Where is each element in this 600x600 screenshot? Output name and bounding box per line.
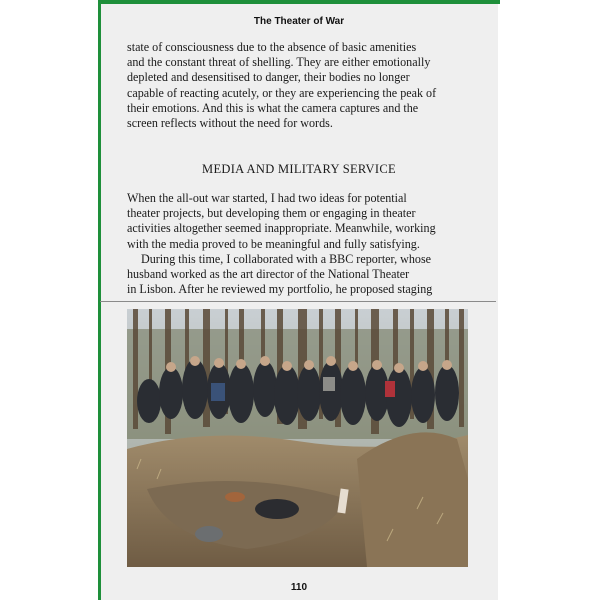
- text-line: husband worked as the art director of the National Theater: [127, 267, 410, 282]
- text-line: state of consciousness due to the absence of basic amenities: [127, 40, 417, 54]
- text-line: During this time, I collaborated with a BBC reporter, whose: [141, 252, 432, 266]
- text-line: When the all-out war started, I had two ideas for potential: [127, 191, 407, 205]
- photo-journalists-at-grave-site: [127, 309, 468, 567]
- paragraph-2: [127, 191, 472, 252]
- text-line: screen reflects without the need for words.: [127, 116, 333, 131]
- accent-border-left: [98, 0, 101, 600]
- text-line: theater projects, but developing them or engaging in theater: [127, 206, 416, 221]
- text-line: and the constant threat of shelling. They are either emotionally: [127, 55, 431, 70]
- text-line: depleted and desensitised to danger, their bodies no longer: [127, 70, 410, 85]
- accent-border-top: [98, 0, 500, 4]
- text-line: capable of reacting acutely, or they are experiencing the peak of: [127, 85, 437, 100]
- section-heading: MEDIA AND MILITARY SERVICE: [202, 162, 396, 176]
- photo-illustration: [127, 309, 468, 567]
- page-divider: [100, 301, 496, 302]
- paragraph-3: [127, 252, 472, 298]
- text-line: their emotions. And this is what the camera captures and the: [127, 100, 419, 115]
- text-line: with the media proved to be meaningful and fully satisfying.: [127, 236, 420, 251]
- text-line: activities altogether seemed inappropriate. Meanwhile, working: [127, 221, 436, 236]
- page-number: 110: [290, 582, 308, 593]
- text-line: in Lisbon. After he reviewed my portfolio, he proposed staging: [127, 282, 433, 297]
- paragraph-1: [127, 40, 472, 131]
- running-header: The Theater of War: [253, 16, 345, 27]
